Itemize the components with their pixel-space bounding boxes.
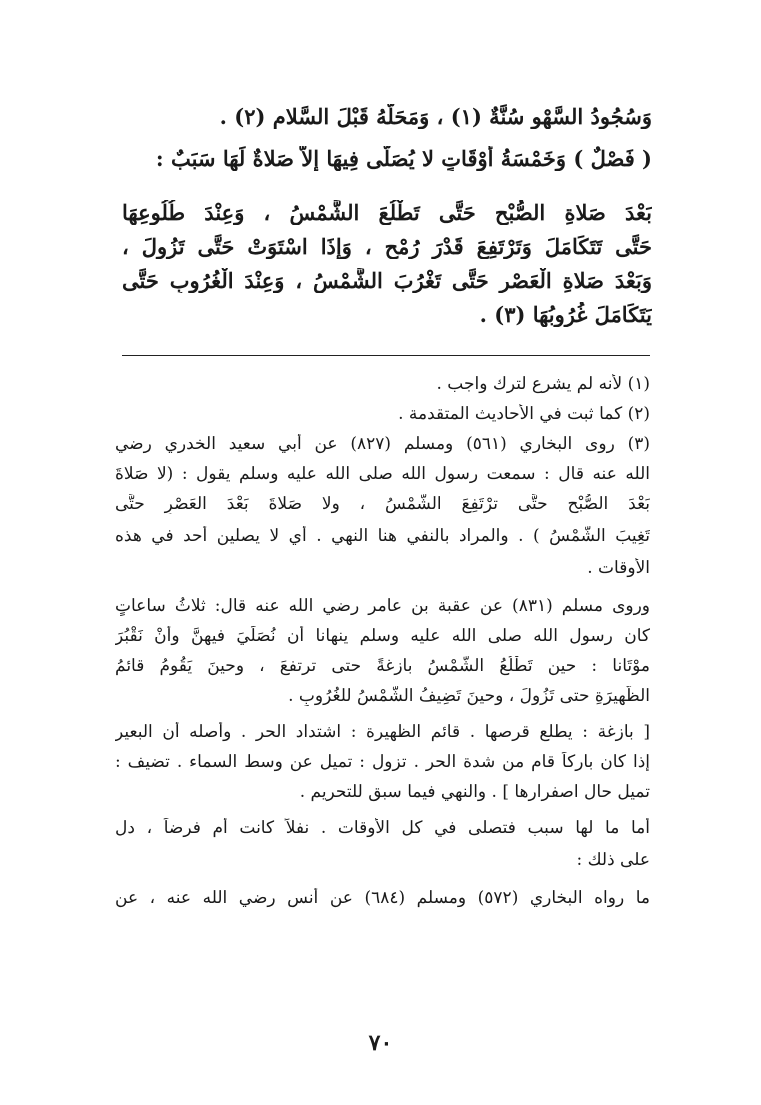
footnote-line: (٣) روى البخاري (٥٦١) ومسلم (٨٢٧) عن أبي سعيد الخدري رضي [115,434,650,454]
footnote-line: الله عنه قال : سمعت رسول الله صلى الله عليه وسلم يقول : (لا صَلاةَ [115,464,650,484]
page-number: ٧٠ [368,1030,393,1056]
main-line: يَتَكَامَلَ غُرُوبُهَا (٣) . [479,302,652,327]
footnote-line: إذا كان باركاً قام من شدة الحر . تزول : تميل عن وسط السماء . تضيف : [115,752,650,772]
footnote-line: تميل حال اصفرارها ] . والنهي فيما سبق للتحريم . [299,782,650,802]
footnote-line: أما ما لها سبب فتصلى في كل الأوقات . نفلاً كانت أم فرضاً ، دل [115,818,650,838]
main-line: ( فَصْلٌ ) وَخَمْسَةُ أَوْقَاتٍ لا يُصَلَّى فِيهَا إِلاَّ صَلاةٌ لَهَا سَبَبٌ : [155,146,652,171]
footnote-line: على ذلك : [576,850,650,870]
footnote-line: [ بازغة : يطلع قرصها . قائم الظهيرة : اشتداد الحر . وأصله أن البعير [115,722,650,742]
footnote-line: بَعْدَ الصُّبْحِ حتَّى ترْتَفِعَ الشَّمْسُ ، ولا صَلاةَ بَعْدَ العَصْرِ حتَّى [115,494,650,514]
footnote-line: تَغِيبَ الشَّمْسُ ) . والمراد بالنفي هنا النهي . أي لا يصلين أحد في هذه [115,526,650,546]
main-line: بَعْدَ صَلاةِ الصُّبْحِ حَتَّى تَطْلُعَ الشَّمْسُ ، وَعِنْدَ طُلُوعِهَا [122,200,652,225]
footnote-line: ما رواه البخاري (٥٧٢) ومسلم (٦٨٤) عن أنس رضي الله عنه ، عن [115,888,650,908]
footnote-line: وروى مسلم (٨٣١) عن عقبة بن عامر رضي الله عنه قال: ثلاثُ ساعاتٍ [115,596,650,616]
footnote-line: موْتَانا : حين تَطْلُعُ الشَّمْسُ بازغةً حتى ترتفعَ ، وحينَ يَقُومُ قائمُ [115,656,650,676]
footnote-line: الظَّهِيرَةِ حتى تَزُولَ ، وحينَ تَضِيفُ الشَّمْسُ للغُرُوبِ . [288,686,650,706]
footnote-separator [122,355,650,356]
footnote-line: (٢) كما ثبت في الأحاديث المتقدمة . [398,404,650,424]
main-line: وَبَعْدَ صَلاةِ الْعَصْرِ حَتَّى تَغْرُبَ الشَّمْسُ ، وَعِنْدَ الْغُرُوبِ حَتَّى [122,268,652,293]
main-line: وَسُجُودُ السَّهْوِ سُنَّةٌ (١) ، وَمَحَلُّهُ قَبْلَ السَّلامِ (٢) . [219,104,652,129]
main-line: حَتَّى تَتَكَامَلَ وَتَرْتَفِعَ قَدْرَ رُمْحٍ ، وَإِذَا اسْتَوَتْ حَتَّى تَزُولَ ، [122,234,652,259]
footnote-line: الأوقات . [587,558,650,578]
footnote-line: (١) لأنه لم يشرع لترك واجب . [436,374,650,394]
footnote-line: كان رسول الله صلى الله عليه وسلم ينهانا أن نُصَلِّيَ فيهِنَّ وأنْ نَقْبُرَ [115,626,650,646]
